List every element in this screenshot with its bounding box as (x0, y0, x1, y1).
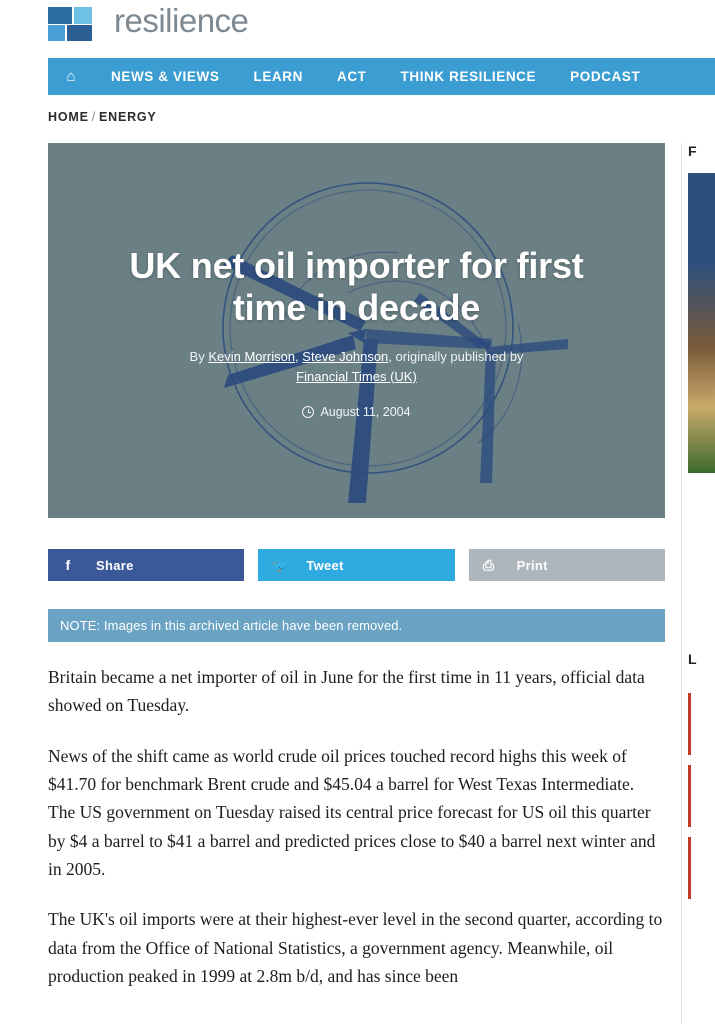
sidebar-divider (681, 143, 682, 1024)
list-item[interactable] (688, 765, 715, 827)
nav-item-act[interactable]: ACT (336, 69, 367, 84)
print-label: Print (516, 557, 548, 573)
share-bar (48, 549, 665, 581)
byline-middle: , originally published by (388, 348, 524, 364)
facebook-icon: f (65, 557, 71, 573)
sidebar-featured-image[interactable] (688, 173, 715, 473)
page-title: UK net oil importer for first time in decade (129, 245, 584, 328)
share-facebook-label: Share (96, 557, 134, 573)
article-paragraph: The UK's oil imports were at their highest-ever level in the second quarter, according to data from the Office of National Statistics, a government agency. Meanwhile, oil production peaked in 1999 at 2.8m b/d, and has since been (48, 909, 663, 987)
main-navigation (48, 58, 715, 95)
sidebar-featured-heading: F (688, 143, 697, 159)
byline-author-separator: , (295, 348, 303, 364)
breadcrumb-separator: / (91, 110, 96, 124)
article-body (48, 663, 665, 1012)
four-square-logo-icon[interactable] (48, 7, 100, 41)
article-hero (48, 143, 665, 518)
author-link-2[interactable]: Steve Johnson (302, 348, 389, 364)
publish-date (88, 405, 625, 419)
article-paragraph: News of the shift came as world crude oil prices touched record highs this week of $41.70 for benchmark Brent crude and $45.04 a barrel for West Texas Intermediate. The US government on Tuesday raised its central price forecast for US oil this quarter by $4 a barrel to $41 a barrel and predicted prices close to $40 a barrel next winter and in 2005. (48, 745, 656, 880)
nav-item-news-views[interactable]: NEWS & VIEWS (111, 69, 220, 84)
share-facebook-button[interactable] (48, 549, 244, 581)
sidebar-latest-heading: L (688, 651, 697, 667)
nav-item-learn[interactable]: LEARN (253, 69, 303, 84)
source-link[interactable]: Financial Times (UK) (296, 368, 417, 384)
hero-text-block (48, 245, 665, 419)
breadcrumb-home[interactable]: HOME (48, 110, 89, 124)
breadcrumb (48, 110, 157, 124)
article-paragraph: Britain became a net importer of oil in June for the first time in 11 years, official data showed on Tuesday. (48, 667, 645, 716)
site-logo-wordmark[interactable]: resilience (114, 1, 249, 39)
archive-notice: NOTE: Images in this archived article have been removed. (48, 609, 665, 642)
share-twitter-label: Tweet (306, 557, 344, 573)
publish-date-text: August 11, 2004 (320, 404, 411, 419)
article-byline (88, 347, 625, 387)
sidebar (688, 143, 715, 667)
author-link-1[interactable]: Kevin Morrison (208, 348, 296, 364)
nav-item-podcast[interactable]: PODCAST (570, 69, 641, 84)
home-icon[interactable]: ⌂ (66, 68, 76, 85)
print-button[interactable] (469, 549, 665, 581)
share-twitter-button[interactable] (258, 549, 454, 581)
clock-icon (302, 406, 314, 418)
nav-item-think-resilience[interactable]: THINK RESILIENCE (400, 69, 537, 84)
list-item[interactable] (688, 693, 715, 755)
twitter-icon: 🐦 (272, 556, 291, 573)
printer-icon: ⎙ (482, 556, 495, 573)
breadcrumb-energy[interactable]: ENERGY (98, 110, 157, 124)
list-item[interactable] (688, 837, 715, 899)
site-masthead (0, 0, 715, 48)
byline-prefix: By (189, 348, 209, 364)
